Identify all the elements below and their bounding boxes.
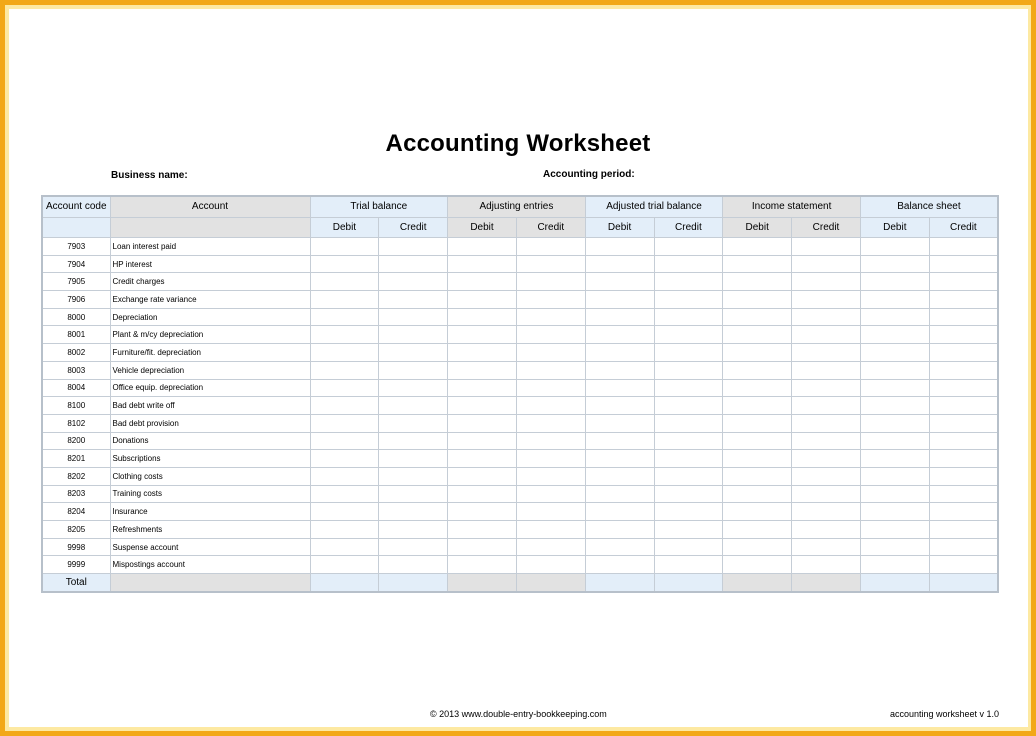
- debit-cell[interactable]: [723, 344, 792, 362]
- debit-cell[interactable]: [448, 521, 517, 539]
- credit-cell[interactable]: [516, 255, 585, 273]
- debit-header: Debit: [310, 217, 379, 238]
- debit-cell[interactable]: [860, 556, 929, 574]
- table-row: [42, 467, 998, 485]
- table-row: [42, 503, 998, 521]
- credit-cell[interactable]: [516, 273, 585, 291]
- total-debit-cell[interactable]: [860, 574, 929, 592]
- debit-cell[interactable]: [860, 344, 929, 362]
- credit-cell[interactable]: [516, 485, 585, 503]
- total-credit-cell[interactable]: [654, 574, 723, 592]
- account-name-cell: Subscriptions: [110, 450, 310, 468]
- credit-cell[interactable]: [792, 538, 861, 556]
- debit-cell[interactable]: [585, 467, 654, 485]
- debit-cell[interactable]: [585, 521, 654, 539]
- account-name-cell: Exchange rate variance: [110, 291, 310, 309]
- credit-cell[interactable]: [516, 308, 585, 326]
- credit-cell[interactable]: [516, 414, 585, 432]
- account-name-cell: Insurance: [110, 503, 310, 521]
- credit-cell[interactable]: [929, 291, 998, 309]
- account-code-cell: 8203: [42, 485, 110, 503]
- credit-cell[interactable]: [379, 397, 448, 415]
- total-credit-cell[interactable]: [516, 574, 585, 592]
- credit-cell[interactable]: [792, 485, 861, 503]
- debit-cell[interactable]: [310, 397, 379, 415]
- debit-cell[interactable]: [723, 255, 792, 273]
- credit-cell[interactable]: [929, 397, 998, 415]
- debit-cell[interactable]: [448, 467, 517, 485]
- account-code-cell: 8004: [42, 379, 110, 397]
- debit-cell[interactable]: [310, 238, 379, 256]
- debit-cell[interactable]: [448, 556, 517, 574]
- debit-cell[interactable]: [723, 308, 792, 326]
- debit-cell[interactable]: [860, 521, 929, 539]
- debit-cell[interactable]: [860, 538, 929, 556]
- account-name-cell: Depreciation: [110, 308, 310, 326]
- debit-cell[interactable]: [585, 291, 654, 309]
- credit-cell[interactable]: [654, 521, 723, 539]
- credit-cell[interactable]: [929, 467, 998, 485]
- credit-cell[interactable]: [929, 379, 998, 397]
- account-code-cell: 7904: [42, 255, 110, 273]
- debit-cell[interactable]: [310, 467, 379, 485]
- debit-cell[interactable]: [860, 397, 929, 415]
- debit-cell[interactable]: [860, 308, 929, 326]
- credit-header: Credit: [516, 217, 585, 238]
- table-row: [42, 432, 998, 450]
- debit-cell[interactable]: [860, 273, 929, 291]
- debit-header: Debit: [860, 217, 929, 238]
- credit-cell[interactable]: [929, 521, 998, 539]
- debit-cell[interactable]: [448, 485, 517, 503]
- credit-cell[interactable]: [654, 344, 723, 362]
- debit-cell[interactable]: [310, 308, 379, 326]
- table-row: [42, 326, 998, 344]
- debit-cell[interactable]: [860, 238, 929, 256]
- debit-cell[interactable]: [448, 344, 517, 362]
- debit-cell[interactable]: [860, 361, 929, 379]
- credit-cell[interactable]: [929, 450, 998, 468]
- debit-cell[interactable]: [448, 361, 517, 379]
- debit-cell[interactable]: [723, 238, 792, 256]
- credit-cell[interactable]: [516, 379, 585, 397]
- trial-balance-header: Trial balance: [310, 196, 448, 217]
- debit-cell[interactable]: [310, 291, 379, 309]
- credit-cell[interactable]: [792, 467, 861, 485]
- credit-cell[interactable]: [654, 432, 723, 450]
- debit-cell[interactable]: [310, 556, 379, 574]
- credit-cell[interactable]: [929, 414, 998, 432]
- credit-cell[interactable]: [654, 450, 723, 468]
- credit-cell[interactable]: [929, 538, 998, 556]
- credit-cell[interactable]: [654, 397, 723, 415]
- credit-cell[interactable]: [792, 238, 861, 256]
- debit-cell[interactable]: [585, 344, 654, 362]
- table-row: [42, 538, 998, 556]
- table-row: [42, 397, 998, 415]
- table-row: [42, 379, 998, 397]
- total-debit-cell[interactable]: [448, 574, 517, 592]
- debit-cell[interactable]: [448, 273, 517, 291]
- balance-sheet-header: Balance sheet: [860, 196, 998, 217]
- credit-cell[interactable]: [654, 538, 723, 556]
- credit-cell[interactable]: [379, 467, 448, 485]
- income-statement-header: Income statement: [723, 196, 861, 217]
- credit-cell[interactable]: [929, 308, 998, 326]
- table-row: [42, 450, 998, 468]
- credit-cell[interactable]: [792, 379, 861, 397]
- credit-cell[interactable]: [792, 344, 861, 362]
- business-name-label: Business name:: [111, 170, 188, 181]
- credit-cell[interactable]: [654, 255, 723, 273]
- credit-cell[interactable]: [929, 485, 998, 503]
- debit-cell[interactable]: [860, 326, 929, 344]
- account-code-cell: 8200: [42, 432, 110, 450]
- accounting-period-label: Accounting period:: [543, 169, 635, 180]
- header-row-debit-credit: [42, 217, 998, 238]
- debit-cell[interactable]: [860, 414, 929, 432]
- credit-cell[interactable]: [792, 326, 861, 344]
- debit-cell[interactable]: [585, 414, 654, 432]
- table-row: [42, 485, 998, 503]
- debit-header: Debit: [723, 217, 792, 238]
- debit-cell[interactable]: [723, 273, 792, 291]
- debit-cell[interactable]: [310, 485, 379, 503]
- debit-cell[interactable]: [448, 503, 517, 521]
- total-debit-cell[interactable]: [585, 574, 654, 592]
- account-name-cell: Donations: [110, 432, 310, 450]
- credit-cell[interactable]: [929, 503, 998, 521]
- credit-cell[interactable]: [516, 538, 585, 556]
- account-name-cell: Clothing costs: [110, 467, 310, 485]
- credit-header: Credit: [792, 217, 861, 238]
- debit-cell[interactable]: [723, 538, 792, 556]
- account-name-cell: Office equip. depreciation: [110, 379, 310, 397]
- credit-cell[interactable]: [654, 467, 723, 485]
- account-code-cell: 8204: [42, 503, 110, 521]
- debit-cell[interactable]: [723, 379, 792, 397]
- adjusting-entries-header: Adjusting entries: [448, 196, 586, 217]
- credit-cell[interactable]: [379, 432, 448, 450]
- credit-cell[interactable]: [929, 238, 998, 256]
- debit-cell[interactable]: [448, 414, 517, 432]
- worksheet-table: [41, 195, 999, 593]
- debit-cell[interactable]: [448, 397, 517, 415]
- debit-cell[interactable]: [585, 255, 654, 273]
- credit-cell[interactable]: [792, 361, 861, 379]
- credit-cell[interactable]: [654, 361, 723, 379]
- credit-cell[interactable]: [929, 326, 998, 344]
- credit-cell[interactable]: [379, 450, 448, 468]
- account-code-cell: 8003: [42, 361, 110, 379]
- debit-cell[interactable]: [448, 291, 517, 309]
- credit-cell[interactable]: [379, 538, 448, 556]
- account-name-cell: Credit charges: [110, 273, 310, 291]
- debit-cell[interactable]: [585, 450, 654, 468]
- account-name-cell: Plant & m/cy depreciation: [110, 326, 310, 344]
- credit-cell[interactable]: [929, 361, 998, 379]
- debit-cell[interactable]: [860, 432, 929, 450]
- credit-cell[interactable]: [792, 432, 861, 450]
- debit-cell[interactable]: [860, 255, 929, 273]
- table-row: [42, 238, 998, 256]
- credit-cell[interactable]: [654, 556, 723, 574]
- debit-cell[interactable]: [448, 308, 517, 326]
- debit-cell[interactable]: [310, 255, 379, 273]
- debit-cell[interactable]: [723, 361, 792, 379]
- debit-cell[interactable]: [860, 503, 929, 521]
- credit-cell[interactable]: [929, 556, 998, 574]
- credit-cell[interactable]: [654, 326, 723, 344]
- debit-cell[interactable]: [310, 344, 379, 362]
- credit-cell[interactable]: [654, 379, 723, 397]
- debit-cell[interactable]: [585, 308, 654, 326]
- table-row: [42, 521, 998, 539]
- account-code-cell: 7905: [42, 273, 110, 291]
- blank-header-cell: [110, 217, 310, 238]
- debit-cell[interactable]: [585, 556, 654, 574]
- credit-cell[interactable]: [792, 450, 861, 468]
- debit-cell[interactable]: [448, 326, 517, 344]
- credit-cell[interactable]: [792, 414, 861, 432]
- table-row: [42, 308, 998, 326]
- credit-cell[interactable]: [516, 503, 585, 521]
- footer-copyright: © 2013 www.double-entry-bookkeeping.com: [430, 709, 607, 719]
- debit-cell[interactable]: [723, 414, 792, 432]
- header-row-groups: [42, 196, 998, 217]
- credit-cell[interactable]: [379, 361, 448, 379]
- credit-cell[interactable]: [929, 432, 998, 450]
- debit-cell[interactable]: [310, 503, 379, 521]
- credit-cell[interactable]: [654, 414, 723, 432]
- credit-cell[interactable]: [792, 503, 861, 521]
- account-name-cell: Training costs: [110, 485, 310, 503]
- debit-header: Debit: [585, 217, 654, 238]
- debit-cell[interactable]: [310, 379, 379, 397]
- table-row: [42, 556, 998, 574]
- credit-cell[interactable]: [516, 467, 585, 485]
- account-code-cell: 8202: [42, 467, 110, 485]
- account-name-cell: Vehicle depreciation: [110, 361, 310, 379]
- account-name-cell: Suspense account: [110, 538, 310, 556]
- account-code-cell: 7906: [42, 291, 110, 309]
- debit-cell[interactable]: [310, 432, 379, 450]
- footer-version: accounting worksheet v 1.0: [890, 709, 1000, 719]
- credit-cell[interactable]: [516, 238, 585, 256]
- credit-header: Credit: [379, 217, 448, 238]
- total-row: [42, 574, 998, 592]
- total-debit-cell[interactable]: [723, 574, 792, 592]
- credit-cell[interactable]: [654, 503, 723, 521]
- debit-cell[interactable]: [585, 503, 654, 521]
- debit-cell[interactable]: [723, 432, 792, 450]
- table-row: [42, 291, 998, 309]
- account-code-cell: 8002: [42, 344, 110, 362]
- credit-cell[interactable]: [516, 326, 585, 344]
- debit-cell[interactable]: [723, 397, 792, 415]
- account-code-header: Account code: [42, 196, 110, 217]
- debit-cell[interactable]: [585, 538, 654, 556]
- credit-cell[interactable]: [516, 344, 585, 362]
- credit-cell[interactable]: [792, 397, 861, 415]
- credit-cell[interactable]: [929, 255, 998, 273]
- adjusted-trial-balance-header: Adjusted trial balance: [585, 196, 723, 217]
- account-code-cell: 8205: [42, 521, 110, 539]
- table-row: [42, 414, 998, 432]
- debit-cell[interactable]: [585, 238, 654, 256]
- credit-cell[interactable]: [379, 326, 448, 344]
- table-row: [42, 255, 998, 273]
- debit-cell[interactable]: [448, 238, 517, 256]
- credit-cell[interactable]: [792, 291, 861, 309]
- debit-cell[interactable]: [585, 326, 654, 344]
- debit-cell[interactable]: [448, 255, 517, 273]
- debit-cell[interactable]: [310, 326, 379, 344]
- credit-cell[interactable]: [654, 308, 723, 326]
- debit-cell[interactable]: [723, 467, 792, 485]
- credit-cell[interactable]: [792, 556, 861, 574]
- credit-cell[interactable]: [516, 556, 585, 574]
- credit-cell[interactable]: [929, 344, 998, 362]
- credit-cell[interactable]: [792, 308, 861, 326]
- account-header: Account: [110, 196, 310, 217]
- credit-cell[interactable]: [929, 273, 998, 291]
- debit-cell[interactable]: [310, 521, 379, 539]
- account-code-cell: 8000: [42, 308, 110, 326]
- debit-cell[interactable]: [585, 397, 654, 415]
- table-row: [42, 273, 998, 291]
- debit-cell[interactable]: [723, 556, 792, 574]
- blank-header-cell: [42, 217, 110, 238]
- credit-cell[interactable]: [792, 521, 861, 539]
- debit-cell[interactable]: [723, 503, 792, 521]
- debit-cell[interactable]: [585, 485, 654, 503]
- credit-cell[interactable]: [654, 273, 723, 291]
- debit-cell[interactable]: [310, 450, 379, 468]
- debit-cell[interactable]: [585, 273, 654, 291]
- debit-cell[interactable]: [723, 485, 792, 503]
- credit-cell[interactable]: [379, 379, 448, 397]
- account-code-cell: 7903: [42, 238, 110, 256]
- total-account-cell: [110, 574, 310, 592]
- debit-cell[interactable]: [448, 432, 517, 450]
- account-name-cell: Loan interest paid: [110, 238, 310, 256]
- debit-cell[interactable]: [860, 467, 929, 485]
- account-code-cell: 8100: [42, 397, 110, 415]
- credit-cell[interactable]: [516, 432, 585, 450]
- table-row: [42, 361, 998, 379]
- debit-cell[interactable]: [723, 326, 792, 344]
- credit-cell[interactable]: [516, 291, 585, 309]
- credit-header: Credit: [929, 217, 998, 238]
- total-credit-cell[interactable]: [929, 574, 998, 592]
- debit-cell[interactable]: [310, 414, 379, 432]
- debit-cell[interactable]: [310, 361, 379, 379]
- credit-cell[interactable]: [654, 485, 723, 503]
- debit-cell[interactable]: [448, 450, 517, 468]
- credit-cell[interactable]: [379, 521, 448, 539]
- total-label: Total: [42, 574, 110, 592]
- account-name-cell: Furniture/fit. depreciation: [110, 344, 310, 362]
- page-title: Accounting Worksheet: [385, 130, 651, 157]
- credit-cell[interactable]: [654, 291, 723, 309]
- credit-header: Credit: [654, 217, 723, 238]
- debit-header: Debit: [448, 217, 517, 238]
- debit-cell[interactable]: [723, 450, 792, 468]
- credit-cell[interactable]: [792, 273, 861, 291]
- account-name-cell: Bad debt provision: [110, 414, 310, 432]
- account-name-cell: Refreshments: [110, 521, 310, 539]
- total-credit-cell[interactable]: [379, 574, 448, 592]
- debit-cell[interactable]: [860, 379, 929, 397]
- credit-cell[interactable]: [379, 485, 448, 503]
- credit-cell[interactable]: [379, 273, 448, 291]
- account-code-cell: 9998: [42, 538, 110, 556]
- debit-cell[interactable]: [585, 361, 654, 379]
- credit-cell[interactable]: [516, 397, 585, 415]
- debit-cell[interactable]: [585, 432, 654, 450]
- debit-cell[interactable]: [723, 521, 792, 539]
- total-credit-cell[interactable]: [792, 574, 861, 592]
- debit-cell[interactable]: [860, 291, 929, 309]
- account-code-cell: 8102: [42, 414, 110, 432]
- credit-cell[interactable]: [379, 308, 448, 326]
- account-name-cell: Mispostings account: [110, 556, 310, 574]
- debit-cell[interactable]: [448, 538, 517, 556]
- credit-cell[interactable]: [379, 556, 448, 574]
- credit-cell[interactable]: [379, 255, 448, 273]
- debit-cell[interactable]: [860, 450, 929, 468]
- debit-cell[interactable]: [860, 485, 929, 503]
- total-debit-cell[interactable]: [310, 574, 379, 592]
- credit-cell[interactable]: [379, 238, 448, 256]
- account-name-cell: Bad debt write off: [110, 397, 310, 415]
- credit-cell[interactable]: [379, 503, 448, 521]
- credit-cell[interactable]: [516, 450, 585, 468]
- debit-cell[interactable]: [723, 291, 792, 309]
- account-code-cell: 8001: [42, 326, 110, 344]
- credit-cell[interactable]: [379, 291, 448, 309]
- credit-cell[interactable]: [379, 414, 448, 432]
- credit-cell[interactable]: [654, 238, 723, 256]
- debit-cell[interactable]: [448, 379, 517, 397]
- account-code-cell: 8201: [42, 450, 110, 468]
- account-code-cell: 9999: [42, 556, 110, 574]
- credit-cell[interactable]: [379, 344, 448, 362]
- table-row: [42, 344, 998, 362]
- credit-cell[interactable]: [516, 361, 585, 379]
- debit-cell[interactable]: [310, 538, 379, 556]
- account-name-cell: HP interest: [110, 255, 310, 273]
- debit-cell[interactable]: [310, 273, 379, 291]
- debit-cell[interactable]: [585, 379, 654, 397]
- credit-cell[interactable]: [516, 521, 585, 539]
- credit-cell[interactable]: [792, 255, 861, 273]
